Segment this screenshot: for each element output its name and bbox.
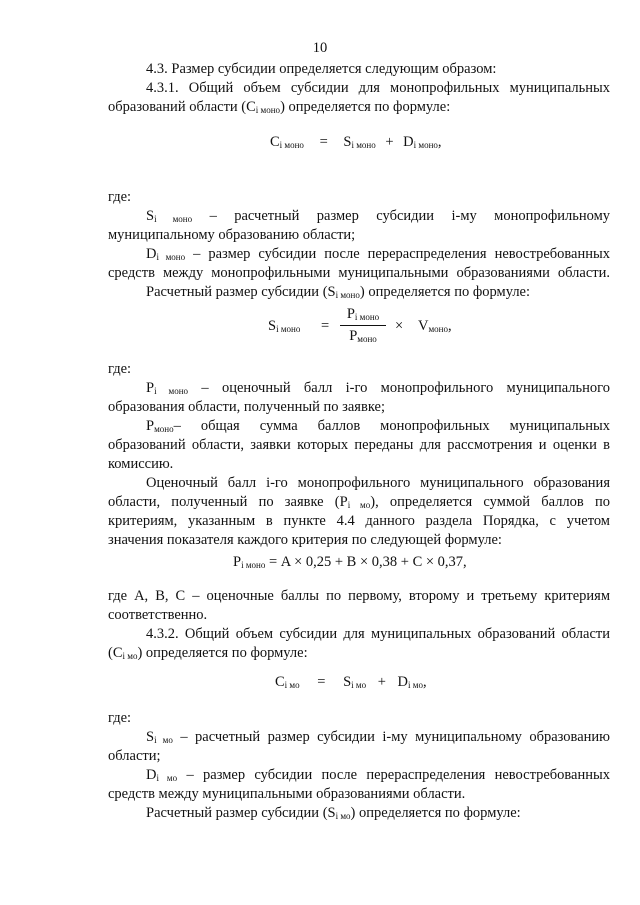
where-label: где: xyxy=(108,189,132,205)
subscript: i моно xyxy=(276,324,301,334)
where-label: где: xyxy=(108,361,132,377)
clause-4-3-1-text: 4.3.1. Общий объем субсидии для монопрофильных муниципальных xyxy=(146,80,610,96)
def-p-i-mono xyxy=(146,379,610,398)
formula-c-mono xyxy=(270,134,442,151)
text: ) определяется по формуле: xyxy=(359,284,531,300)
formula-term: P xyxy=(349,328,358,344)
formula-v xyxy=(418,318,452,335)
clause-4-3-text: 4.3. Размер субсидии определяется следующим образом: xyxy=(146,61,497,77)
formula-term: V xyxy=(418,318,429,334)
score-paragraph-3: критериям, указанным в пункте 4.4 данного раздела Порядка, с учетом xyxy=(108,513,610,529)
symbol: S xyxy=(146,729,155,745)
def-d-mo-cont: средств между муниципальными образованиями области. xyxy=(108,786,466,802)
text: ) определяется по формуле: xyxy=(280,99,451,115)
symbol: S xyxy=(146,208,155,224)
text: ) определяется по формуле: xyxy=(137,645,308,661)
criteria-note-cont: соответственно. xyxy=(108,607,208,623)
fraction-denominator xyxy=(338,328,388,345)
clause-4-3 xyxy=(146,60,610,79)
page-number: 10 xyxy=(312,40,328,56)
score-paragraph: Оценочный балл i-го монопрофильного муниципального образования xyxy=(146,475,610,491)
def-p-mono-cont: образований области, заявки которых переданы для рассмотрения и оценки в xyxy=(108,437,610,453)
clause-4-3-1-cont xyxy=(108,98,610,117)
symbol: D xyxy=(146,246,157,262)
text: – размер субсидии после перераспределения невостребованных xyxy=(186,767,610,783)
def-d-mo xyxy=(146,766,610,785)
def-s-mono-cont: муниципальному образованию области; xyxy=(108,227,356,243)
text: – размер субсидии после перераспределения невостребованных xyxy=(193,246,611,262)
subscript: i мо xyxy=(156,773,178,783)
subscript: i моно xyxy=(413,140,438,150)
subscript: i моно xyxy=(255,105,281,115)
subscript: i мо xyxy=(154,735,173,745)
calc-s-mo xyxy=(146,804,610,823)
fraction-numerator xyxy=(338,306,388,323)
score-paragraph-2 xyxy=(108,493,610,512)
punct: , xyxy=(437,134,442,150)
clause-4-3-1 xyxy=(146,79,610,98)
text: – общая сумма баллов монопрофильных муниципальных xyxy=(173,418,610,434)
equals-sign: = xyxy=(319,134,328,150)
clause-4-3-2-cont xyxy=(108,644,610,663)
def-p-mono-cont2: комиссию. xyxy=(108,456,174,472)
times-sign: × xyxy=(395,318,404,334)
punct: , xyxy=(422,674,427,690)
where-label: где: xyxy=(108,710,132,726)
subscript: i мо xyxy=(284,680,300,690)
subscript: i моно xyxy=(354,312,380,322)
formula-term: S xyxy=(343,674,352,690)
formula-body: = A × 0,25 + B × 0,38 + C × 0,37, xyxy=(265,554,467,570)
text: ) определяется по формуле: xyxy=(350,805,521,821)
def-s-mo-cont: области; xyxy=(108,748,161,764)
subscript: i моно xyxy=(335,290,360,300)
subscript: моно xyxy=(428,324,448,334)
punct: , xyxy=(448,318,452,334)
score-paragraph-4: значения показателя каждого критерия по следующей формуле: xyxy=(108,532,502,548)
criteria-note: где A, B, C – оценочные баллы по первому, второму и третьему критериям xyxy=(108,588,610,604)
text: Расчетный размер субсидии (S xyxy=(146,284,336,300)
formula-term: S xyxy=(343,134,352,150)
text: – расчетный размер субсидии i-му монопрофильному xyxy=(209,208,611,224)
equals-sign: = xyxy=(321,318,330,334)
subscript: моно xyxy=(154,424,174,434)
def-p-i-mono-cont: образования области, полученный по заявке; xyxy=(108,399,385,415)
formula-c-mo xyxy=(275,674,427,691)
text: – расчетный размер субсидии i-му муниципальному образованию xyxy=(180,729,610,745)
formula-term: P xyxy=(346,306,355,322)
text: – оценочный балл i-го монопрофильного муниципального xyxy=(201,380,610,396)
text: ), определяется суммой баллов по xyxy=(370,494,610,510)
text: образований области (С xyxy=(108,99,256,115)
formula-term: C xyxy=(270,134,280,150)
text: Расчетный размер субсидии (S xyxy=(146,805,336,821)
subscript: i мо xyxy=(351,680,367,690)
text: (С xyxy=(108,645,123,661)
plus-sign: + xyxy=(377,674,386,690)
def-s-mono xyxy=(146,207,610,226)
def-p-mono xyxy=(146,417,610,436)
subscript: i моно xyxy=(154,214,193,224)
subscript: i мо xyxy=(335,811,351,821)
equals-sign: = xyxy=(317,674,326,690)
subscript: i мо xyxy=(408,680,423,690)
subscript: i мо xyxy=(122,651,138,661)
text: области, полученный по заявке (P xyxy=(108,494,348,510)
subscript: i моно xyxy=(156,252,186,262)
plus-sign: + xyxy=(385,134,394,150)
subscript: моно xyxy=(357,334,377,344)
def-s-mo xyxy=(146,728,610,747)
subscript: i моно xyxy=(154,386,189,396)
formula-term: P xyxy=(233,554,242,570)
subscript: i моно xyxy=(351,140,376,150)
symbol: P xyxy=(146,418,155,434)
subscript: i мо xyxy=(347,500,371,510)
formula-term: D xyxy=(403,134,414,150)
formula-term: D xyxy=(397,674,409,690)
subscript: i моно xyxy=(279,140,304,150)
subscript: i моно xyxy=(241,560,266,570)
def-d-mono xyxy=(146,245,610,264)
formula-term: C xyxy=(275,674,285,690)
def-d-mono-cont: средств между монопрофильными муниципальными образованиями области. xyxy=(108,265,610,281)
formula-term: S xyxy=(268,318,277,334)
symbol: P xyxy=(146,380,155,396)
fraction-bar xyxy=(340,325,386,326)
calc-s-mono xyxy=(146,283,610,302)
symbol: D xyxy=(146,767,157,783)
formula-s-lhs xyxy=(268,318,300,335)
clause-4-3-2: 4.3.2. Общий объем субсидии для муниципальных образований области xyxy=(146,626,610,642)
formula-score xyxy=(233,554,467,571)
